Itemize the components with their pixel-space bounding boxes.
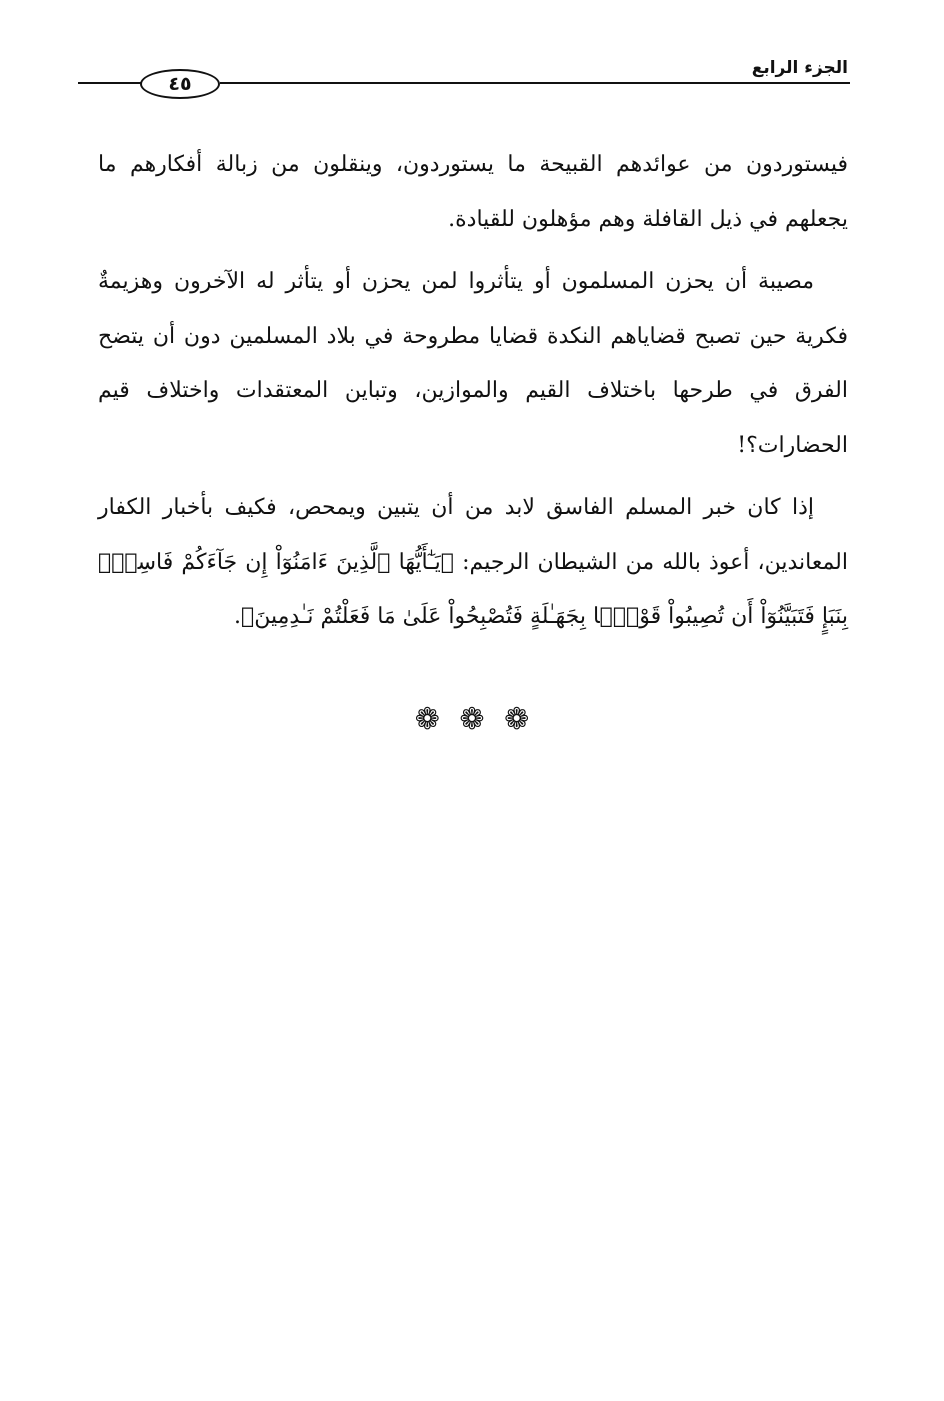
flower-ornament-icon: ❁	[459, 702, 485, 737]
paragraph-3-lead: إذا كان خبر المسلم الفاسق لابد من أن يتبين ويمحص، فكيف بأخبار الكفار المعاندين، أعوذ بالله من الشيطان الرجيم:	[98, 495, 848, 575]
page-number: ٤٥	[140, 69, 220, 99]
section-divider-ornaments	[0, 702, 944, 738]
paragraph-1: فيستوردون من عوائدهم القبيحة ما يستوردون، وينقلون من زبالة أفكارهم ما يجعلهم في ذيل القافلة وهم مؤهلون للقيادة.	[98, 152, 848, 232]
flower-ornament-icon: ❁	[504, 702, 530, 737]
paragraph-3-end: .	[234, 604, 242, 629]
paragraph-3	[98, 481, 848, 645]
header-rule-right	[220, 82, 850, 84]
quran-verse: ﴿يَـٰٓأَيُّهَا ٱلَّذِينَ ءَامَنُوٓاْ إِن جَآءَكُمْ فَاسِقٌۢ بِنَبَإٍ فَتَبَيَّنُوٓاْ أَن تُصِيبُواْ قَوْمًۢا بِجَهَـٰلَةٍ فَتُصْبِحُواْ عَلَىٰ مَا فَعَلْتُمْ نَـٰدِمِينَ﴾	[98, 549, 848, 629]
body-text	[98, 138, 848, 645]
paragraph-2: مصيبة أن يحزن المسلمون أو يتأثروا لمن يحزن أو يتأثر له الآخرون وهزيمةٌ فكرية حين تصبح قضاياهم النكدة قضايا مطروحة في بلاد المسلمين دون أن يتضح الفرق في طرحها باختلاف القيم والموازين، وتباين المعتقدات واختلاف قيم الحضارات؟!	[98, 269, 848, 458]
running-header-title: الجزء الرابع	[751, 58, 848, 78]
flower-ornament-icon: ❁	[414, 702, 440, 737]
header-rule-left	[78, 82, 142, 84]
